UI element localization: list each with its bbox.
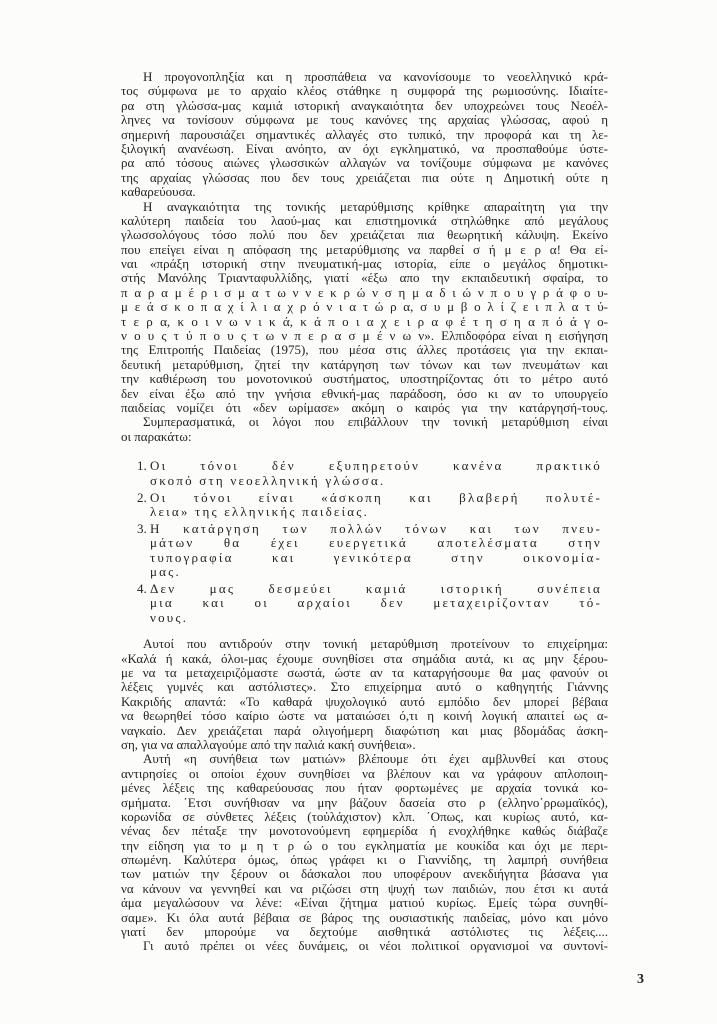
text-line: Η κατάργηση των πολλών τόνων και των πνευ- [150,520,602,536]
list-item [137,522,608,580]
paragraph [121,200,608,416]
text-line: μένες λέξεις της καθαρεύουσας που ήταν φορτωμένες με αρχαία τονικά κο- [121,780,608,796]
text-line: να θεωρηθεί τόσο καίριο ώστε να ματαιώσει ό,τι η κοινή λογική απαιτεί ως α- [121,708,608,724]
text-line: γλωσσολόγους τόσο πολύ που δεν χρειάζεται πια θεωρητική κάλυψη. Εκείνο [121,227,608,243]
text-line: Αυτοί που αντιδρούν στην τονική μεταρύθμιση προτείνουν το επιχείρημα: [143,636,608,652]
text-line: δεν είναι έξω από την γνήσια εθνική-μας παράδοση, όσο κι αν το υπουργείο [121,385,608,401]
text-line: μια και οι αρχαίοι δεν μεταχειρίζονταν τό- [150,595,602,611]
text-line: οι παρακάτω: [121,428,192,444]
text-line: νένας δεν πέταξε την μονοτονούμενη εφημερίδα ή ενοχλήθηκε καθώς διάβαζε [121,823,608,839]
text-line: Οι τόνοι είναι «άσκοπη και βλαβερή πολυτέ- [150,489,602,505]
list-item-text [150,491,608,520]
text-line: ν ο υ ς τ ύ π ο υ ς τ ω ν π ε ρ α σ μ έ ν ω ν». Ελπιδοφόρα είναι η εισήγηση [121,328,608,344]
text-line: Κακριδής απαντά: «Το καθαρά ψυχολογικό αυτό εμπόδιο δεν μπορεί βέβαια [121,693,608,709]
list-item-text [150,459,608,488]
text-line: ση, για να απαλλαγούμε από την παλιά κακή συνήθεια». [121,736,416,752]
paragraph [121,637,608,752]
text-line: αντιρησίες οι οποίοι έχουν συνηθίσει να βλέπουν και να γράφουν απλοποιη- [121,765,608,781]
text-line: να κάνουν να γεννηθεί και να ριζώσει στη ψυχή των παιδιών, που έτσι κι αυτά [121,880,608,896]
page-number: 3 [637,972,644,987]
text-line: μ ε ά σ κ ο π α χ ί λ ι α χ ρ ό ν ι α τ ώ ρ α, σ υ μ β ο λ ί ζ ε ι π λ α τ ύ- [121,299,608,315]
text-line: άμα μεγαλώσουν να λένε: «Είναι ζήτημα ματιού κυρίως. Εμείς τώρα συνηθί- [121,895,608,911]
text-line: ναι «πράξη ιστορική στην πνευματική-μας ιστορία, είπε ο μεγάλος δημοτικι- [121,256,608,272]
text-line: Η αναγκαιότητα της τονικής μεταρύθμισης κρίθηκε απαραίτητη για την [143,198,608,214]
list-item-text [150,582,608,625]
text-line: με να τα μεταχειριζόμαστε σωστά, ώστε αν τα καταργήσουμε θα μας φανούν οι [121,665,608,681]
paragraph [121,415,608,444]
text-line: ναγκαίο. Δεν χρειάζεται παρά ολιγοήμερη διαφώτιση και μιας βδομάδας άσκη- [121,722,608,738]
text-line: ρα από τόσους αιώνες γλωσσικών αλλαγών να τονίζουμε σύμφωνα με κανόνες [121,155,608,171]
list-item-number: 4. [137,581,147,597]
text-line: Γι αυτό πρέπει οι νέες δυνάμεις, οι νέοι πολιτικοί οργανισμοί να συντονί- [143,938,608,954]
text-line: π α ρ α μ έ ρ ι σ μ α τ ω ν ν ε κ ρ ώ ν σ η μ α δ ι ώ ν π ο υ γ ρ ά φ ο υ- [121,284,608,300]
text-line: «Καλά ή κακά, όλοι-μας έχουμε συνηθίσει στα σημάδια αυτά, κι ας μην ξέρου- [121,650,608,666]
text-line: καλύτερη παιδεία του λαού-μας και επιστημονικά στηλώθηκε από μεγάλους [121,212,608,228]
text-line: της Επιτροπής Παιδείας (1975), που μέσα στις άλλες προτάσεις για την εκπαι- [121,342,608,358]
text-line: την καθιέρωση του μονοτονικού συστήματος, υποστηρίζοντας ότι το μέτρο αυτό [121,371,608,387]
document-body [121,70,608,954]
text-line: σπωμένη. Καλύτερα όμως, όπως γράφει κι ο Γιαννίδης, τη λαμπρή συνήθεια [121,852,608,868]
text-line: σαμε». Κι όλα αυτά βέβαια σε βάρος της ουσιαστικής παιδείας, μόνο και μόνο [121,909,608,925]
text-line: καθαρεύουσα. [121,184,196,200]
text-line: Δεν μας δεσμεύει καμιά ιστορική συνέπεια [150,581,602,597]
text-line: την είδηση για το μ η τ ρ ώ ο του εγκληματία με κουκίδα και όχι με περι- [121,837,608,853]
text-line: κορωνίδα σε σύνθετες λέξεις (τοὐλάχιστον) κλπ. ΄Οπως, και κυρίως αυτό, κα- [121,808,608,824]
paragraph [121,939,608,953]
text-line: τ ε ρ α, κ ο ι ν ω ν ι κ ά, κ ά π ο ι α χ ε ι ρ α φ έ τ η σ η α π ό ά γ ο- [121,313,608,329]
list-item-text [150,522,608,580]
list-item-number: 2. [137,489,147,505]
text-line: τυπογραφία και γενικότερα στην οικονομία- [150,549,602,565]
text-line: σμήματα. ΄Ετσι συνήθισαν να μην βάζουν δασεία στο ρ (ελληνο῾ρρωμαϊκός), [121,794,608,810]
text-line: που επείγει είναι η απόφαση της μεταρύθμισης να παρθεί σ ή μ ε ρ α! Θα εί- [121,241,608,257]
text-line: λεια» της ελληνικής παιδείας. [150,503,370,519]
text-line: της αρχαίας γλώσσας που δεν τους χρειάζεται πια ούτε η Δημοτική ούτε η [121,169,608,185]
paragraph [121,70,608,200]
text-line: σημερινή παρουσιάζει σημαντικές αλλαγές στο τυπικό, την προφορά και τη λε- [121,126,608,142]
list-item [137,459,608,488]
text-line: Οι τόνοι δέν εξυπηρετούν κανένα πρακτικό [150,458,602,474]
text-line: τος σύμφωνα με το αρχαίο κλέος στάθηκε η συμφορά της ρωμιοσύνης. Ιδιαίτε- [121,83,608,99]
list-item [137,582,608,625]
text-line: ρα στη γλώσσα-μας καμιά ιστορική αναγκαιότητα δεν υποχρεώνει τους Νεοέλ- [121,97,608,113]
text-line: Αυτή «η συνήθεια των ματιών» βλέπουμε ότι έχει αμβλυνθεί και στους [143,751,608,767]
text-line: νους. [150,609,189,625]
text-line: γιατί δεν μπορούμε να δεχτούμε αισθητικά αστόλιστες τις λέξεις.... [121,924,608,940]
text-line: μας. [150,564,181,580]
text-line: των ματιών την ξέρουν οι δάσκαλοι που υποφέρουν ανεκδιήγητα βάσανα για [121,866,608,882]
paragraph [121,752,608,939]
list-item [137,491,608,520]
text-line: Η προγονοπληξία και η προσπάθεια να κανονίσουμε το νεοελληνικό κρά- [143,69,608,84]
list-item-number: 3. [137,520,147,536]
text-line: δευτική μεταρύθμιση, ζητεί την κατάργηση των τόνων και των πνευμάτων και [121,356,608,372]
text-line: ξιλογική ανανέωση. Είναι ανόητο, αν όχι εγκληματικό, να προσπαθούμε ύστε- [121,140,608,156]
text-line: παιδείας νομίζει ότι «δεν ωρίμασε» ακόμη ο καιρός για την κατάργησή-τους. [121,399,608,415]
text-line: λέξεις γυμνές και αστόλιστες». Στο επιχείρημα αυτό ο καθηγητής Γιάννης [121,679,608,695]
text-line: ληνες να τονίσουν σύμφωνα με τους κανόνες της αρχαίας γλώσσας, αφού η [121,112,608,128]
text-line: σκοπό στη νεοελληνική γλώσσα. [150,472,386,488]
text-line: στής Μανόλης Τριανταφυλλίδης, γιατί «έξω απο την εκπαιδευτική σφαίρα, το [121,270,608,286]
list-item-number: 1. [137,458,147,474]
text-line: μάτων θα έχει ευεργετικά αποτελέσματα στην [150,535,602,551]
text-line: Συμπερασματικά, οι λόγοι που επιβάλλουν την τονική μεταρύθμιση είναι [143,414,608,430]
numbered-list [137,459,608,625]
